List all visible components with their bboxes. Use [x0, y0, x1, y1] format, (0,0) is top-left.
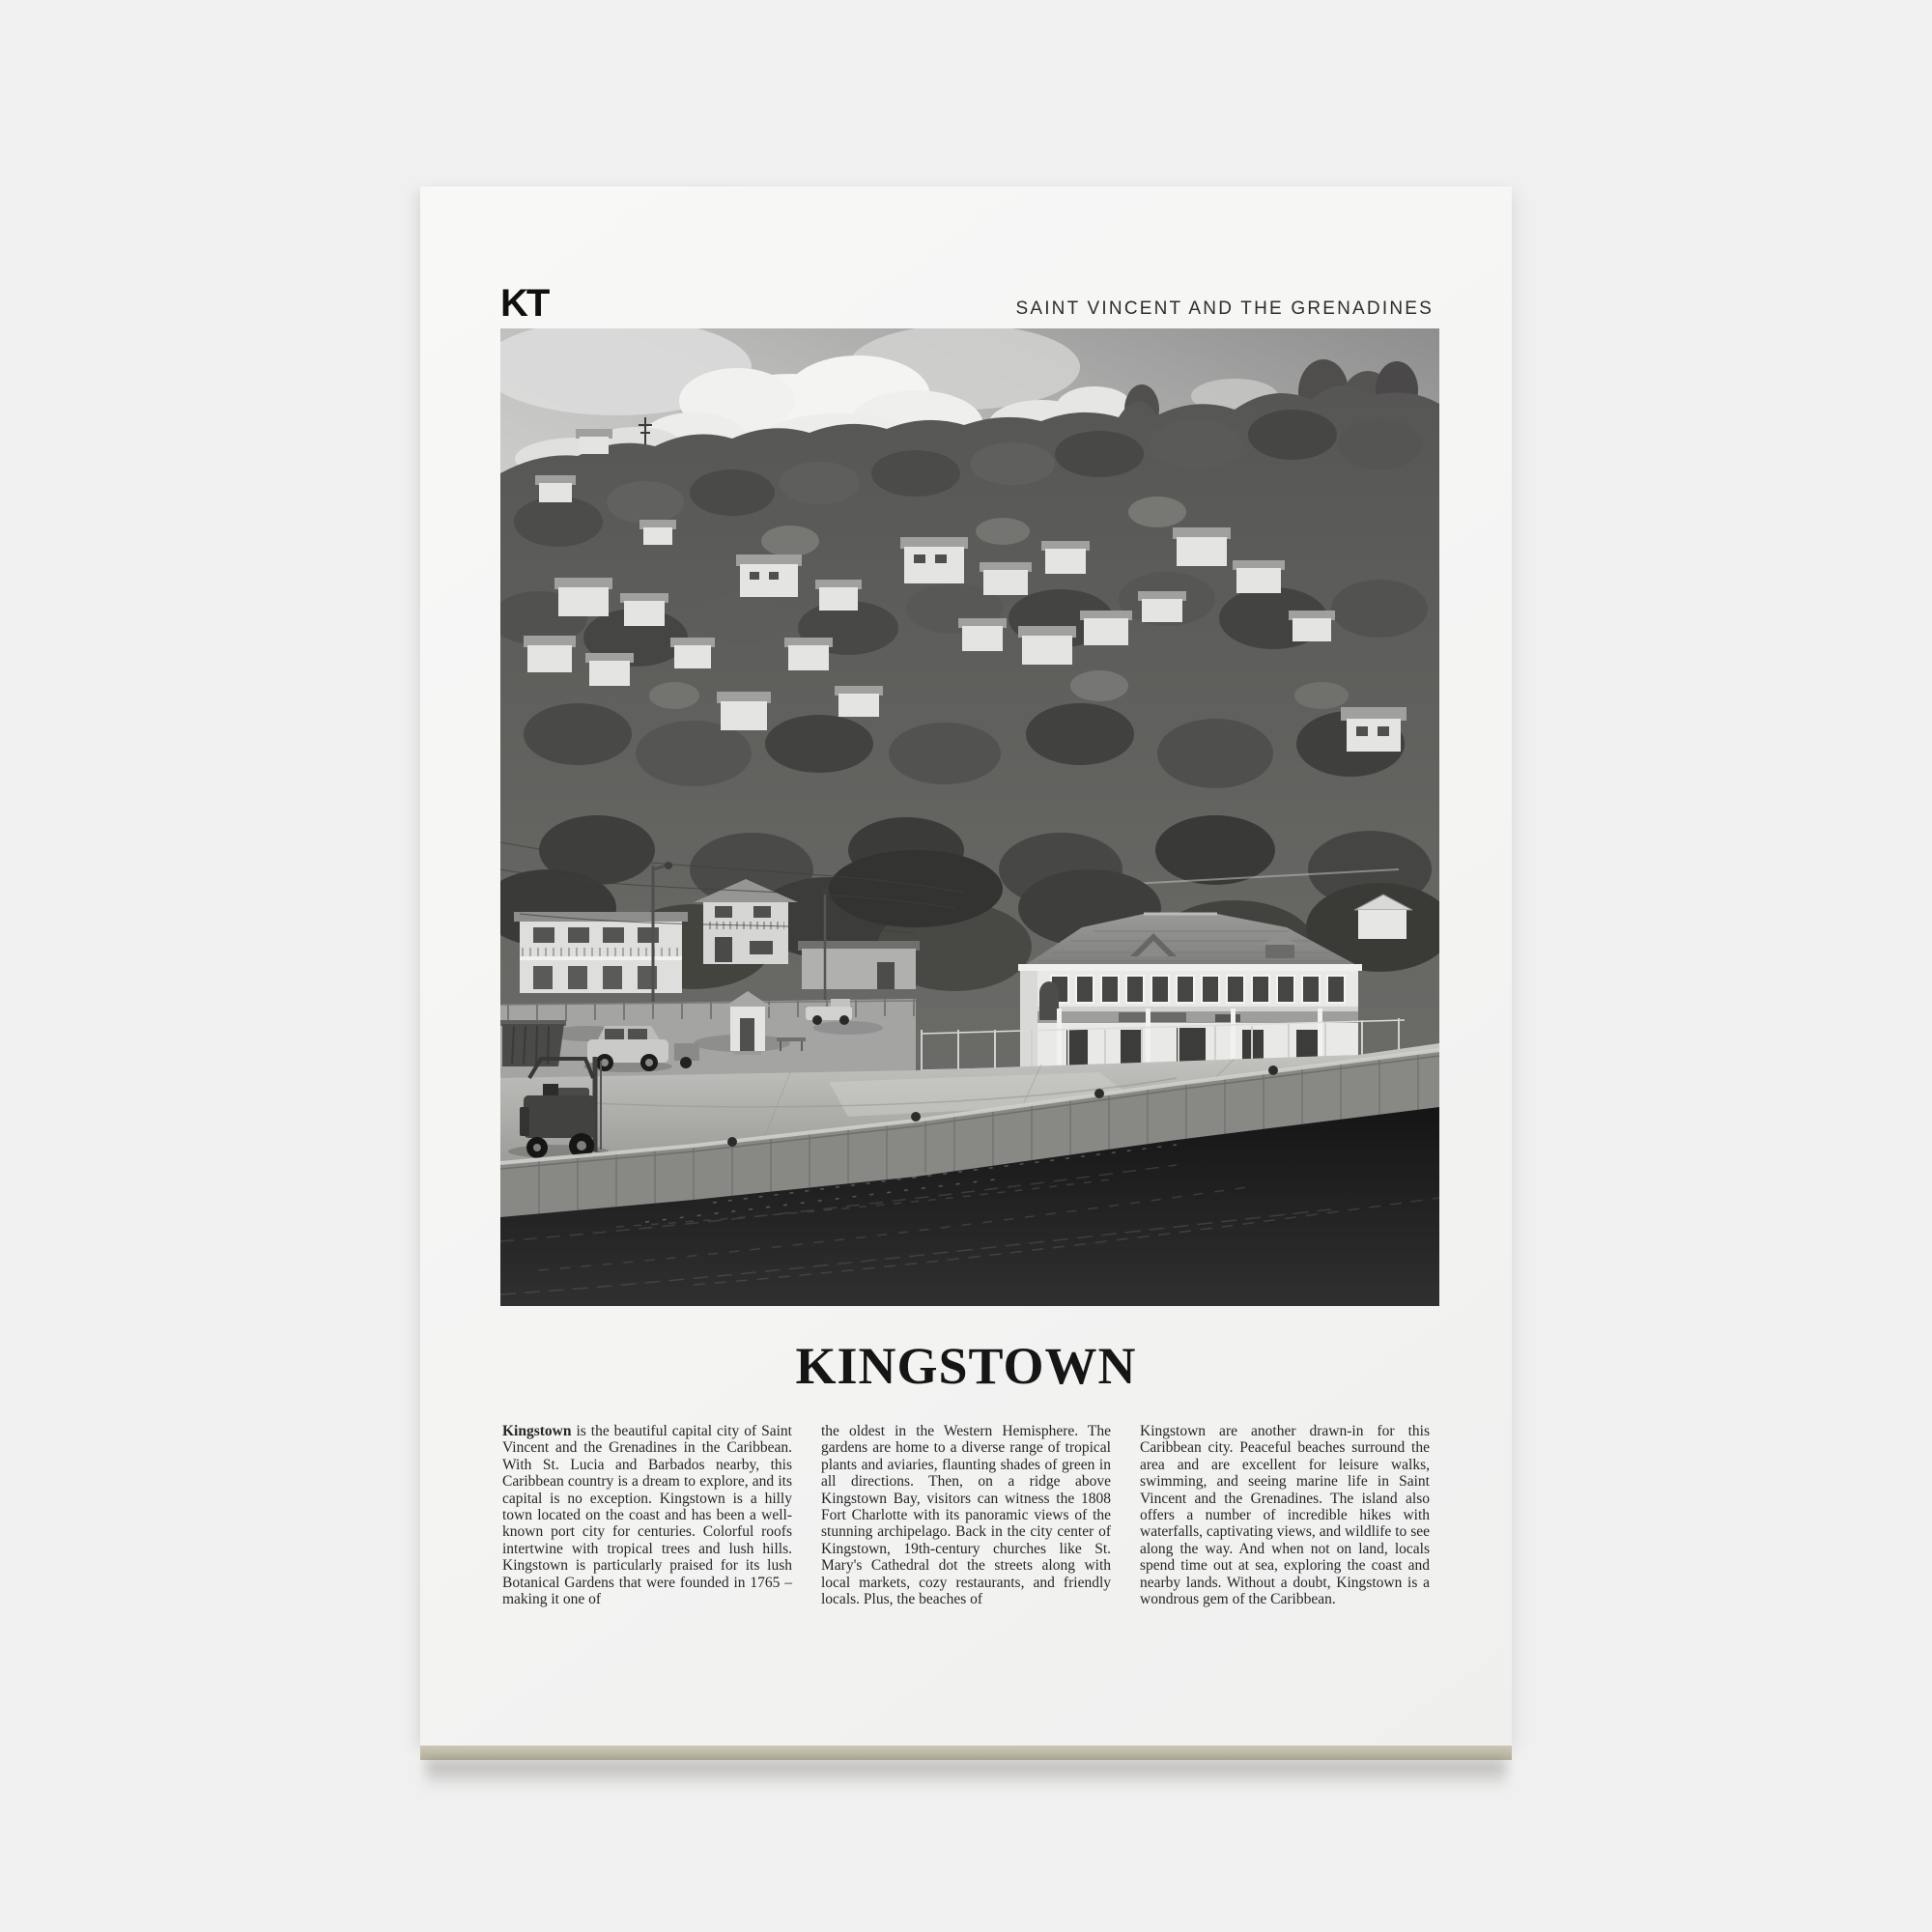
body-column-3: Kingstown are another drawn-in for this Caribbean city. Peaceful beaches surround the area and are excellent for leisure walks, swimming, and seeing marine life in Saint Vincent and the Grenadines. The island also offers a number of incredible hikes with waterfalls, captivating views, and wildlife to see along the way. And when not on land, locals spend time out at sea, exploring the coast and nearby lands. Without a doubt, Kingstown is a wondrous gem of the Caribbean.: [1140, 1423, 1430, 1608]
body-column-2: the oldest in the Western Hemisphere. The gardens are home to a diverse range of tropical plants and aviaries, flaunting shades of green in all directions. Then, on a ridge above Kingstown Bay, visitors can witness the 1808 Fort Charlotte with its panoramic views of the stunning archipelago. Back in the city center of Kingstown, 19th-century churches like St. Mary's Cathedral dot the streets along with local markets, cozy restaurants, and friendly locals. Plus, the beaches of: [821, 1423, 1111, 1608]
left-building: [514, 912, 688, 993]
poster-header: [500, 279, 1441, 325]
body-column-1: [502, 1423, 792, 1607]
low-building: [798, 941, 920, 989]
kingstown-photo-illustration: [500, 328, 1439, 1306]
brand-logo: KT: [500, 282, 549, 325]
poster-paper-edge: [420, 1746, 1512, 1760]
kingstown-photo: [500, 328, 1439, 1306]
body-text: [502, 1423, 1430, 1607]
lead-word: Kingstown: [502, 1423, 572, 1439]
travel-poster: [420, 186, 1512, 1746]
photo-parking-area: [500, 999, 916, 1082]
poster-title: KINGSTOWN: [795, 1337, 1137, 1395]
poster-cast-shadow: [426, 1760, 1506, 1789]
country-label: SAINT VINCENT AND THE GRENADINES: [1015, 298, 1434, 319]
body-column-1-text: is the beautiful capital city of Saint Vincent and the Grenadines in the Caribbean. With St. Lucia and Barbados nearby, this Caribbean country is a dream to explore, and its capital is no exception. Kingstown is a hilly town located on the coast and has been a well-known port city for centuries. Colorful roofs intertwine with tropical trees and lush hills. Kingstown is particularly praised for its lush Botanical Gardens that were founded in 1765 – making it one of: [502, 1423, 792, 1608]
